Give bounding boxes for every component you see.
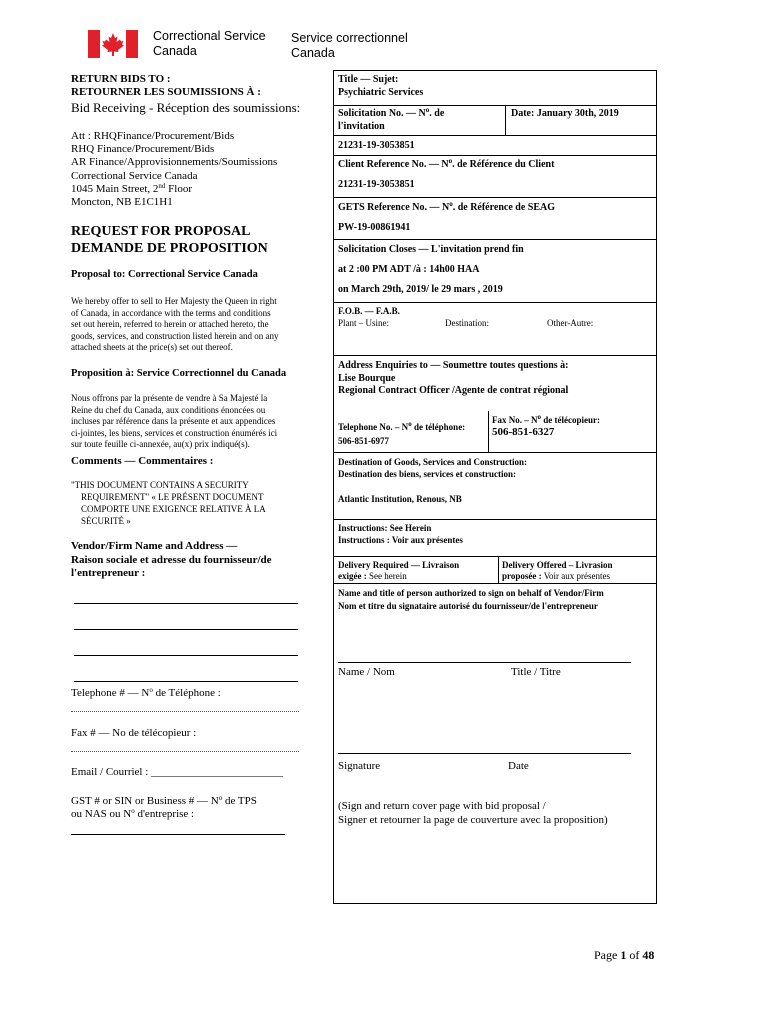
name-label: Name / Nom	[338, 666, 395, 678]
divider	[333, 239, 656, 240]
return-bids-fr: RETOURNER LES SOUMISSIONS À :	[71, 86, 261, 98]
destination-label-en: Destination of Goods, Services and Construction:	[338, 457, 528, 467]
delivery-offered-label: Delivery Offered – Livrasion	[502, 560, 613, 570]
address-line: RHQ Finance/Procurement/Bids	[71, 143, 215, 156]
vendor-address-line[interactable]	[74, 655, 298, 656]
title-value: Psychiatric Services	[338, 86, 424, 98]
divider	[333, 452, 656, 453]
authorized-signer-fr: Nom et titre du signataire autorisé du fournisseur/de l'entrepreneur	[338, 601, 598, 611]
telephone-field[interactable]	[71, 711, 299, 712]
sign-return-fr: Signer et retourner la page de couverture avec la proposition)	[338, 813, 608, 826]
destination-value: Atlantic Institution, Renous, NB	[338, 494, 462, 504]
gst-line-1: GST # or SIN or Business # — $N^o$ de TPS	[71, 794, 257, 807]
offer-text-fr	[71, 393, 277, 451]
solicitation-number: 21231-19-3053851	[338, 140, 415, 151]
delivery-offered	[502, 560, 613, 582]
rfp-title-en: REQUEST FOR PROPOSAL	[71, 224, 251, 239]
offer-en-line: attached sheets at the price(s) set out thereof.	[71, 342, 233, 352]
dept-en-line1: Correctional Service	[153, 29, 266, 43]
delivery-offered-value	[502, 571, 613, 582]
title-label: Title / Titre	[511, 666, 561, 678]
fax-no-value: 506-851-6327	[492, 426, 555, 438]
signature-line[interactable]	[338, 753, 631, 754]
telephone-label: Telephone # — $N^o$ de Téléphone :	[71, 686, 221, 699]
email-label: Email / Courriel : ________________________	[71, 766, 284, 778]
offer-en-line: of Canada, in accordance with the terms and conditions	[71, 307, 271, 318]
return-bids-en: RETURN BIDS TO :	[71, 73, 171, 85]
closes-date: on March 29th, 2019/ le 29 mars , 2019	[338, 284, 503, 295]
dept-fr-line2: Canada	[291, 46, 335, 60]
gst-field[interactable]	[71, 834, 285, 835]
security-comment	[71, 479, 266, 527]
fax-section	[492, 415, 600, 439]
name-title-signature-line[interactable]	[338, 662, 631, 663]
page-prefix: Page	[594, 948, 618, 962]
divider	[333, 105, 656, 106]
fax-field[interactable]	[71, 751, 299, 752]
offer-en-line: goods, services, and construction listed herein and on any	[71, 330, 279, 341]
solicitation-label-line1: Solicitation No. — $N^o$. de	[338, 106, 445, 119]
bid-receiving: Bid Receiving - Réception des soumissions:	[71, 100, 301, 115]
delivery-offered-text: Voir aux présentes	[543, 571, 611, 581]
right-form-box	[333, 70, 657, 904]
divider	[505, 105, 506, 135]
address-line: Moncton, NB E1C1H1	[71, 196, 173, 209]
signature-label: Signature	[338, 760, 381, 772]
dept-name-en	[153, 29, 266, 59]
instructions-fr: Instructions : Voir aux présentes	[338, 535, 463, 545]
offer-en-line: We hereby offer to sell to Her Majesty the Queen in right	[71, 296, 277, 306]
delivery-offered-label2: proposée :	[502, 571, 542, 581]
divider	[333, 302, 656, 303]
closes-label: Solicitation Closes — L'invitation prend fin	[338, 244, 524, 255]
divider	[498, 556, 499, 583]
delivery-required-value	[338, 571, 459, 582]
offer-fr-line: Nous offrons par la présente de vendre à Sa Majesté la	[71, 393, 268, 403]
enquiries-contact: Lise Bourque	[338, 372, 396, 384]
divider	[333, 556, 656, 557]
divider	[333, 135, 656, 136]
title-section	[338, 74, 423, 99]
delivery-required-label2: exigée :	[338, 571, 367, 581]
vendor-line: Raison sociale et adresse du fournisseur/de	[71, 553, 272, 566]
offer-fr-line: ci-jointes, les biens, services et construction énumérés ici	[71, 427, 278, 438]
vendor-line: l'entrepreneur :	[71, 567, 146, 579]
gst-label	[71, 795, 257, 821]
vendor-line: Vendor/Firm Name and Address —	[71, 540, 238, 552]
issue-date: Date: January 30th, 2019	[511, 108, 619, 119]
canada-flag-logo	[88, 30, 138, 58]
vendor-address-line[interactable]	[74, 629, 298, 630]
vendor-address-line[interactable]	[74, 681, 298, 682]
offer-en-line: set out herein, referred to herein or attached hereto, the	[71, 319, 269, 329]
divider	[333, 583, 656, 584]
solicitation-label-line2: l'invitation	[338, 120, 385, 132]
comment-line: "THIS DOCUMENT CONTAINS A SECURITY	[71, 480, 249, 490]
gets-ref-label: GETS Reference No. — $N^o$. de Référence de SEAG	[338, 200, 555, 213]
offer-fr-line: Reine du chef du Canada, aux conditions énoncées ou	[71, 404, 266, 415]
enquiries-section	[338, 360, 568, 398]
client-ref-label: Client Reference No. — $N^o$. de Référence du Client	[338, 157, 555, 170]
delivery-required-text: See herein	[368, 571, 407, 581]
dept-name-fr	[291, 31, 408, 61]
telephone-section	[338, 420, 465, 448]
proposition-heading: Proposition à: Service Correctionnel du Canada	[71, 368, 287, 379]
gst-line-2: ou NAS ou $N^o$ d'entreprise :	[71, 807, 195, 820]
fob-plant: Plant – Usine:	[338, 318, 389, 328]
fax-no-label: Fax No. – $N^o$ de télécopieur:	[492, 413, 600, 425]
telephone-no-value: 506-851-6977	[338, 436, 389, 446]
enquiries-label: Address Enquiries to — Soumettre toutes questions à:	[338, 360, 569, 371]
gets-ref-number: PW-19-00861941	[338, 222, 411, 233]
return-bids-heading	[71, 73, 261, 99]
page-total: 48	[642, 948, 655, 962]
offer-text-en	[71, 296, 278, 354]
return-address	[71, 130, 277, 209]
destination-label	[338, 456, 527, 480]
closes-time: at 2 :00 PM ADT /à : 14h00 HAA	[338, 264, 480, 275]
delivery-required	[338, 560, 459, 582]
comment-line: SÉCURITÉ »	[81, 516, 131, 526]
rfp-title-fr: DEMANDE DE PROPOSITION	[71, 241, 268, 256]
address-line: Att : RHQFinance/Procurement/Bids	[71, 130, 235, 142]
telephone-no-label: Telephone No. – $N^o$ de téléphone:	[338, 420, 466, 432]
comment-line: REQUIREMENT" « LE PRÉSENT DOCUMENT	[81, 492, 264, 502]
divider	[333, 355, 656, 356]
enquiries-role: Regional Contract Officer /Agente de contrat régional	[338, 385, 569, 396]
fob-label: F.O.B. — F.A.B.	[338, 306, 400, 316]
address-line: AR Finance/Approvisionnements/Soumissions	[71, 156, 278, 169]
page-number	[594, 948, 654, 963]
dept-en-line2: Canada	[153, 44, 197, 58]
address-line: Correctional Service Canada	[71, 169, 198, 182]
vendor-heading	[71, 540, 272, 581]
instructions	[338, 522, 463, 546]
page-current: 1	[620, 948, 627, 962]
divider	[333, 519, 656, 520]
fob-other: Other-Autre:	[547, 318, 594, 328]
sign-return-en: (Sign and return cover page with bid proposal /	[338, 800, 546, 812]
fob-destination: Destination:	[445, 318, 489, 328]
delivery-required-label: Delivery Required — Livraison	[338, 560, 460, 570]
instructions-en: Instructions: See Herein	[338, 523, 432, 533]
address-line: 1045 Main Street, 2nd Floor	[71, 181, 192, 195]
comments-heading: Comments — Commentaires :	[71, 455, 214, 467]
destination-label-fr: Destination des biens, services et construction:	[338, 469, 516, 479]
offer-fr-line: sur toute feuille ci-annexée, au(x) prix indiqué(s).	[71, 439, 250, 449]
fax-label: Fax # — No de télécopieur :	[71, 727, 197, 739]
rfp-title	[71, 223, 268, 257]
divider	[488, 411, 489, 452]
date-label: Date	[508, 760, 529, 772]
proposal-to: Proposal to: Correctional Service Canada	[71, 269, 258, 280]
vendor-name-line[interactable]	[74, 603, 298, 604]
authorized-signer-en: Name and title of person authorized to sign on behalf of Vendor/Firm	[338, 588, 604, 598]
solicitation-label	[338, 108, 444, 133]
sign-return-note	[338, 800, 608, 827]
title-label: Title — Sujet:	[338, 74, 399, 85]
page-of: of	[629, 948, 640, 962]
dept-fr-line1: Service correctionnel	[291, 31, 408, 45]
offer-fr-line: incluses par référence dans la présente et aux appendices	[71, 416, 276, 426]
client-ref-number: 21231-19-3053851	[338, 179, 415, 190]
authorized-signer-label	[338, 587, 604, 613]
divider	[333, 155, 656, 156]
divider	[333, 197, 656, 198]
comment-line: COMPORTE UNE EXIGENCE RELATIVE À LA	[81, 504, 266, 514]
